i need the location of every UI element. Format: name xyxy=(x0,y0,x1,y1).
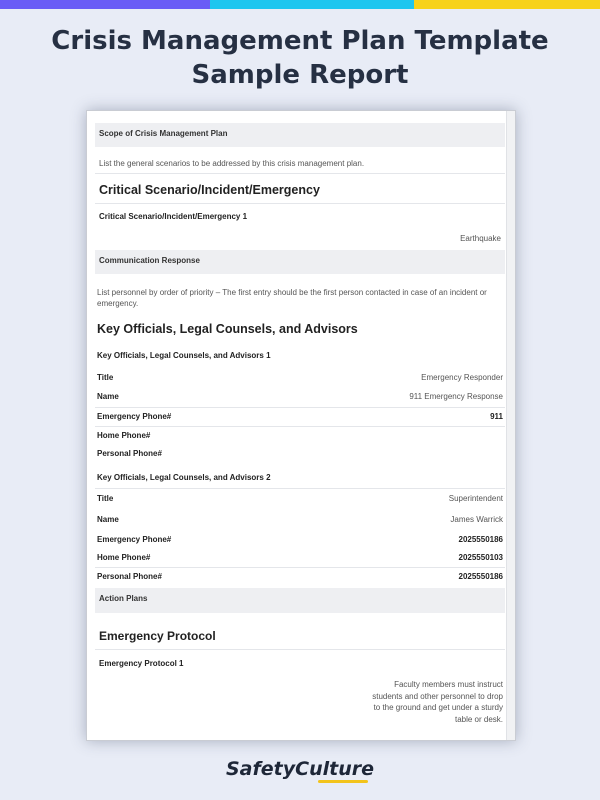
protocol-line: table or desk. xyxy=(454,714,503,724)
communication-heading: Communication Response xyxy=(99,256,200,265)
contact-2-label: Key Officials, Legal Counsels, and Advisors 2 xyxy=(97,473,271,482)
divider xyxy=(95,426,505,427)
communication-section-header xyxy=(95,250,505,274)
contact-2-emergency-value: 2025550186 xyxy=(458,535,503,544)
communication-subheading: Key Officials, Legal Counsels, and Advisors xyxy=(97,322,358,336)
contact-2-emergency-label: Emergency Phone# xyxy=(97,535,172,544)
contact-2-personal-label: Personal Phone# xyxy=(97,572,162,581)
contact-1-home-label: Home Phone# xyxy=(97,431,151,440)
contact-1-personal-label: Personal Phone# xyxy=(97,449,162,458)
contact-2-name-label: Name xyxy=(97,515,119,524)
document-scroll-edge xyxy=(506,111,515,740)
contact-1-emergency-label: Emergency Phone# xyxy=(97,412,172,421)
divider xyxy=(95,173,505,174)
scope-heading: Scope of Crisis Management Plan xyxy=(99,129,228,138)
contact-2-name-value: James Warrick xyxy=(450,515,503,524)
scope-item-label: Critical Scenario/Incident/Emergency 1 xyxy=(99,212,248,221)
footer-brand-text: SafetyCulture xyxy=(226,758,374,780)
divider xyxy=(95,407,505,408)
safetyculture-logo xyxy=(0,758,600,780)
page-title-line-2: Sample Report xyxy=(191,60,409,90)
action-plans-heading: Action Plans xyxy=(99,594,148,603)
scope-item-value: Earthquake xyxy=(460,234,501,243)
contact-1-title-value: Emergency Responder xyxy=(421,373,503,382)
contact-1-name-value: 911 Emergency Response xyxy=(409,392,503,401)
contact-2-home-value: 2025550103 xyxy=(458,553,503,562)
scope-instruction: List the general scenarios to be addressed by this crisis management plan. xyxy=(99,159,365,168)
action-plans-section-header xyxy=(95,588,505,613)
contact-1-title-label: Title xyxy=(97,373,114,382)
logo-underline xyxy=(318,780,368,783)
scope-subheading: Critical Scenario/Incident/Emergency xyxy=(99,183,320,197)
protocol-line: Faculty members must instruct xyxy=(394,680,503,689)
brand-color-bar xyxy=(0,0,600,9)
contact-1-name-label: Name xyxy=(97,392,119,401)
protocol-line: to the ground and get under a sturdy xyxy=(373,703,503,712)
divider xyxy=(95,203,505,204)
emergency-protocol-1-label: Emergency Protocol 1 xyxy=(99,659,184,668)
scope-section-header xyxy=(95,123,505,147)
action-plans-subheading: Emergency Protocol xyxy=(99,629,216,643)
brand-bar-purple xyxy=(0,0,210,9)
divider xyxy=(95,649,505,650)
brand-bar-cyan xyxy=(210,0,414,9)
brand-bar-yellow xyxy=(414,0,600,9)
communication-instruction xyxy=(97,287,497,309)
contact-2-home-label: Home Phone# xyxy=(97,553,151,562)
report-document[interactable] xyxy=(86,110,516,741)
contact-2-title-value: Superintendent xyxy=(448,494,503,503)
divider xyxy=(95,488,505,489)
communication-instruction-line-1: List personnel by order of priority – The first entry should be the first person contacted in case of an incident or xyxy=(97,288,487,297)
protocol-line: students and other personnel to drop xyxy=(372,691,503,701)
emergency-protocol-1-value xyxy=(287,679,503,725)
contact-1-emergency-value: 911 xyxy=(490,412,503,421)
contact-2-personal-value: 2025550186 xyxy=(458,572,503,581)
contact-1-label: Key Officials, Legal Counsels, and Advisors 1 xyxy=(97,351,271,360)
page-title-line-1: Crisis Management Plan Template xyxy=(51,26,549,56)
divider xyxy=(95,567,505,568)
communication-instruction-line-2: emergency. xyxy=(97,299,139,308)
contact-2-title-label: Title xyxy=(97,494,114,503)
page-title xyxy=(0,24,600,92)
